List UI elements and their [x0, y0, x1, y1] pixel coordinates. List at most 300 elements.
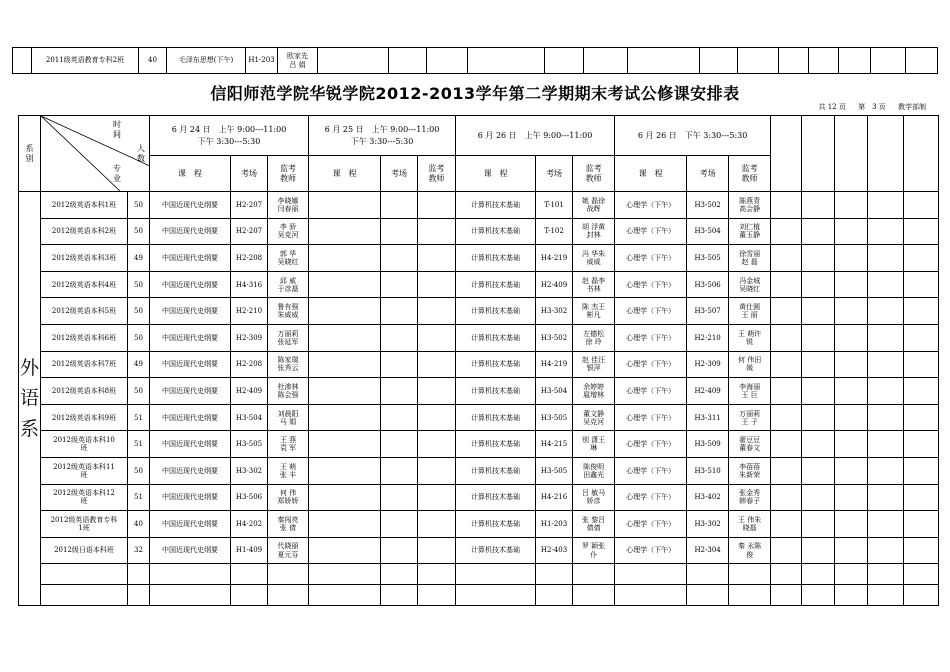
- empty-cell: [687, 564, 729, 585]
- table-row: [19, 511, 939, 538]
- empty-cell: [150, 564, 231, 585]
- course-cell: 中国近现代史纲要: [150, 378, 231, 405]
- empty-cell: [771, 431, 802, 458]
- room-cell: H2-208: [231, 351, 268, 378]
- empty-cell: [615, 564, 687, 585]
- room-cell: H2-409: [536, 271, 573, 298]
- table-row: [19, 378, 939, 405]
- class-name-cell: 2012级英语教育专科 1班: [41, 511, 128, 538]
- empty-cell: [904, 431, 939, 458]
- empty-cell: [309, 298, 381, 325]
- empty-cell: [128, 564, 150, 585]
- table-row: [19, 271, 939, 298]
- empty-cell: [150, 585, 231, 606]
- empty-cell: [868, 457, 904, 484]
- empty-cell: [868, 245, 904, 272]
- empty-cell: [381, 564, 418, 585]
- empty-cell: [802, 245, 835, 272]
- empty-cell: [771, 351, 802, 378]
- empty-cell: [802, 511, 835, 538]
- table-row: [19, 431, 939, 458]
- page-title: 信阳师范学院华锐学院2012-2013学年第二学期期末考试公修课安排表: [210, 84, 740, 103]
- empty-cell: [381, 351, 418, 378]
- empty-cell: [868, 192, 904, 219]
- class-name-cell: 2012级日语本科班: [41, 537, 128, 564]
- proctor-cell: 黄仕圆 王 丽: [729, 298, 771, 325]
- course-header: 课 程: [150, 156, 231, 192]
- proctor-cell: 罗 颖张 仆: [573, 537, 615, 564]
- issuer: 教学部制: [898, 103, 926, 111]
- empty-cell: [868, 585, 904, 606]
- empty-cell: [904, 192, 939, 219]
- room-cell: H3-505: [687, 245, 729, 272]
- table-row: [19, 404, 939, 431]
- proctor-header: 监考 教师: [268, 156, 309, 192]
- room-cell: H3-504: [687, 218, 729, 245]
- empty-cell: [729, 585, 771, 606]
- empty-cell: [771, 585, 802, 606]
- proctor-cell: 陈 杰王 彬凡: [573, 298, 615, 325]
- empty-cell: [802, 484, 835, 511]
- blank-row: [19, 585, 939, 606]
- proctor-header: 监考 教师: [418, 156, 456, 192]
- empty-cell: [536, 585, 573, 606]
- corner-time-label: 时 间: [113, 120, 121, 140]
- student-count-cell: 51: [128, 404, 150, 431]
- room-cell: H2-304: [687, 537, 729, 564]
- room-cell: H3-510: [687, 457, 729, 484]
- room-cell: H2-207: [231, 218, 268, 245]
- student-count-cell: 49: [128, 245, 150, 272]
- room-cell: H1-203: [246, 48, 278, 74]
- room-cell: H4-219: [536, 245, 573, 272]
- empty-cell: [868, 431, 904, 458]
- empty-cell: [309, 484, 381, 511]
- empty-cell: [418, 484, 456, 511]
- empty-cell: [309, 245, 381, 272]
- class-name-cell: 2012级英语本科7班: [41, 351, 128, 378]
- empty-cell: [868, 378, 904, 405]
- empty-cell: [418, 218, 456, 245]
- course-header: 课 程: [456, 156, 536, 192]
- empty-cell: [309, 404, 381, 431]
- proctor-cell: 李晓娜 闫春丽: [268, 192, 309, 219]
- empty-cell: [802, 324, 835, 351]
- schedule-rows: [19, 192, 939, 606]
- empty-cell: [771, 457, 802, 484]
- empty-cell: [418, 404, 456, 431]
- empty-header: [904, 116, 939, 192]
- empty-cell: [906, 48, 938, 74]
- table-row: [19, 218, 939, 245]
- room-cell: H3-505: [536, 457, 573, 484]
- room-cell: H3-502: [536, 324, 573, 351]
- empty-cell: [418, 511, 456, 538]
- empty-cell: [418, 192, 456, 219]
- proctor-cell: 秦 永陈 俊: [729, 537, 771, 564]
- proctor-cell: 邱 威 于彦磊: [268, 271, 309, 298]
- empty-cell: [628, 48, 700, 74]
- proctor-cell: 赵 佳汪 银萍: [573, 351, 615, 378]
- room-cell: H4-316: [231, 271, 268, 298]
- proctor-cell: 冯金城 吴晓红: [729, 271, 771, 298]
- empty-cell: [418, 585, 456, 606]
- room-cell: H3-504: [536, 378, 573, 405]
- course-cell: 中国近现代史纲要: [150, 457, 231, 484]
- proctor-cell: 李 骄 吴克河: [268, 218, 309, 245]
- student-count-cell: 50: [128, 271, 150, 298]
- empty-cell: [835, 192, 868, 219]
- course-cell: 心理学（下午）: [615, 404, 687, 431]
- empty-cell: [835, 564, 868, 585]
- table-row: [19, 245, 939, 272]
- proctor-cell: 王 萌许 锐: [729, 324, 771, 351]
- course-cell: 中国近现代史纲要: [150, 537, 231, 564]
- proctor-cell: 欧家先 吕 娟: [278, 48, 318, 74]
- student-count-cell: 32: [128, 537, 150, 564]
- table-row: [19, 324, 939, 351]
- empty-cell: [231, 585, 268, 606]
- room-cell: T-102: [536, 218, 573, 245]
- course-cell: 计算机技术基础: [456, 192, 536, 219]
- proctor-cell: 鲁有强 朱威威: [268, 298, 309, 325]
- room-cell: H1-409: [231, 537, 268, 564]
- proctor-cell: 王 萌 张 丰: [268, 457, 309, 484]
- empty-cell: [573, 585, 615, 606]
- session-4-header: 6 月 26 日 下午 3:30---5:30: [615, 116, 771, 156]
- empty-cell: [309, 585, 381, 606]
- course-cell: 毛泽东思想(下午): [167, 48, 246, 74]
- room-cell: H3-402: [687, 484, 729, 511]
- proctor-cell: 杜渗林 陈会强: [268, 378, 309, 405]
- empty-cell: [418, 378, 456, 405]
- empty-cell: [868, 271, 904, 298]
- empty-cell: [309, 511, 381, 538]
- room-cell: H2-210: [687, 324, 729, 351]
- proctor-cell: 陈家瑞 张秀云: [268, 351, 309, 378]
- empty-cell: [418, 245, 456, 272]
- empty-cell: [868, 511, 904, 538]
- empty-cell: [418, 431, 456, 458]
- empty-cell: [309, 192, 381, 219]
- diagonal-corner-header: [41, 116, 150, 192]
- dept-header: 系 别: [19, 116, 41, 192]
- room-cell: H3-505: [536, 404, 573, 431]
- empty-cell: [802, 431, 835, 458]
- empty-cell: [904, 484, 939, 511]
- empty-cell: [835, 351, 868, 378]
- course-cell: 心理学（下午）: [615, 245, 687, 272]
- room-cell: H1-203: [536, 511, 573, 538]
- empty-cell: [771, 511, 802, 538]
- proctor-cell: 冯 华朱 威威: [573, 245, 615, 272]
- proctor-cell: 万丽莉 王 子: [729, 404, 771, 431]
- empty-cell: [309, 218, 381, 245]
- empty-cell: [381, 484, 418, 511]
- empty-cell: [868, 404, 904, 431]
- previous-page-last-row: [12, 47, 938, 74]
- empty-cell: [584, 48, 628, 74]
- course-cell: 中国近现代史纲要: [150, 351, 231, 378]
- empty-cell: [389, 48, 427, 74]
- course-cell: 心理学（下午）: [615, 192, 687, 219]
- empty-cell: [381, 378, 418, 405]
- blank-row: [19, 564, 939, 585]
- empty-cell: [868, 351, 904, 378]
- course-header: 课 程: [309, 156, 381, 192]
- empty-cell: [868, 484, 904, 511]
- empty-cell: [802, 404, 835, 431]
- empty-cell: [904, 511, 939, 538]
- empty-cell: [802, 585, 835, 606]
- empty-cell: [771, 192, 802, 219]
- proctor-cell: 李蓓蓓 朱新荣: [729, 457, 771, 484]
- empty-cell: [904, 457, 939, 484]
- session-2-header: 6 月 25 日 上午 9:00---11:00 下午 3:30---5:30: [309, 116, 456, 156]
- course-cell: 计算机技术基础: [456, 218, 536, 245]
- empty-cell: [381, 511, 418, 538]
- empty-cell: [904, 585, 939, 606]
- empty-cell: [418, 324, 456, 351]
- empty-cell: [771, 378, 802, 405]
- page-number: 第 3 页: [858, 103, 886, 111]
- empty-cell: [904, 537, 939, 564]
- room-cell: H4-215: [536, 431, 573, 458]
- page-info: [808, 102, 926, 112]
- student-count-cell: 49: [128, 351, 150, 378]
- session-3-header: 6 月 26 日 上午 9:00---11:00: [456, 116, 615, 156]
- proctor-cell: 何 伟田 媛: [729, 351, 771, 378]
- course-cell: 计算机技术基础: [456, 351, 536, 378]
- empty-cell: [904, 298, 939, 325]
- empty-cell: [835, 324, 868, 351]
- empty-cell: [835, 298, 868, 325]
- empty-cell: [41, 585, 128, 606]
- empty-cell: [904, 404, 939, 431]
- empty-cell: [418, 457, 456, 484]
- empty-cell: [868, 298, 904, 325]
- empty-cell: [418, 351, 456, 378]
- proctor-cell: 余婷婷 扈增林: [573, 378, 615, 405]
- course-cell: 心理学（下午）: [615, 324, 687, 351]
- empty-cell: [904, 351, 939, 378]
- corner-diagonals: [41, 116, 150, 192]
- empty-cell: [839, 48, 871, 74]
- total-pages: 共 12 页: [818, 103, 846, 111]
- empty-cell: [427, 48, 468, 74]
- empty-cell: [771, 218, 802, 245]
- empty-cell: [309, 431, 381, 458]
- empty-cell: [381, 271, 418, 298]
- empty-cell: [381, 218, 418, 245]
- course-cell: 中国近现代史纲要: [150, 218, 231, 245]
- course-cell: 中国近现代史纲要: [150, 484, 231, 511]
- empty-cell: [868, 564, 904, 585]
- student-count-cell: 50: [128, 324, 150, 351]
- empty-cell: [835, 457, 868, 484]
- empty-cell: [687, 585, 729, 606]
- empty-cell: [309, 537, 381, 564]
- room-cell: H2-210: [231, 298, 268, 325]
- class-name-cell: 2012级英语本科6班: [41, 324, 128, 351]
- empty-cell: [802, 351, 835, 378]
- student-count-cell: 51: [128, 431, 150, 458]
- empty-cell: [771, 537, 802, 564]
- proctor-cell: 刘晨阳 马 娟: [268, 404, 309, 431]
- empty-cell: [381, 245, 418, 272]
- empty-cell: [835, 537, 868, 564]
- student-count-cell: 50: [128, 218, 150, 245]
- proctor-cell: 姚 磊徐 战辉: [573, 192, 615, 219]
- empty-cell: [468, 48, 545, 74]
- empty-cell: [309, 351, 381, 378]
- proctor-cell: 李海丽 王 巨: [729, 378, 771, 405]
- table-row: [19, 298, 939, 325]
- proctor-cell: 王 伟朱 晓磊: [729, 511, 771, 538]
- empty-cell: [904, 245, 939, 272]
- room-header: 考场: [687, 156, 729, 192]
- course-cell: 心理学（下午）: [615, 271, 687, 298]
- proctor-cell: 秦闯亮 张 倩: [268, 511, 309, 538]
- student-count-cell: 40: [128, 511, 150, 538]
- empty-cell: [729, 564, 771, 585]
- room-cell: T-101: [536, 192, 573, 219]
- student-count-cell: 50: [128, 378, 150, 405]
- proctor-cell: 王 燕 袁 军: [268, 431, 309, 458]
- empty-cell: [771, 404, 802, 431]
- empty-cell: [802, 378, 835, 405]
- proctor-cell: 刘仁植 董玉静: [729, 218, 771, 245]
- empty-cell: [381, 431, 418, 458]
- empty-cell: [309, 271, 381, 298]
- room-cell: H3-302: [536, 298, 573, 325]
- empty-cell: [868, 218, 904, 245]
- course-cell: 中国近现代史纲要: [150, 298, 231, 325]
- class-name-cell: 2012级英语本科5班: [41, 298, 128, 325]
- empty-cell: [309, 564, 381, 585]
- empty-cell: [41, 564, 128, 585]
- empty-cell: [545, 48, 584, 74]
- empty-cell: [802, 537, 835, 564]
- empty-cell: [381, 404, 418, 431]
- room-cell: H2-403: [536, 537, 573, 564]
- course-cell: 中国近现代史纲要: [150, 271, 231, 298]
- empty-cell: [904, 564, 939, 585]
- course-cell: 中国近现代史纲要: [150, 245, 231, 272]
- class-name-cell: 2011级英语教育专科2班: [32, 48, 139, 74]
- course-cell: 中国近现代史纲要: [150, 511, 231, 538]
- empty-cell: [309, 457, 381, 484]
- proctor-cell: 吕 敏马 娇彦: [573, 484, 615, 511]
- room-cell: H3-504: [231, 404, 268, 431]
- proctor-cell: 张金秀 韩春子: [729, 484, 771, 511]
- empty-cell: [381, 324, 418, 351]
- room-cell: H3-506: [687, 271, 729, 298]
- course-cell: 计算机技术基础: [456, 245, 536, 272]
- class-name-cell: 2012级英语本科10 班: [41, 431, 128, 458]
- course-cell: 中国近现代史纲要: [150, 324, 231, 351]
- class-name-cell: 2012级英语本科3班: [41, 245, 128, 272]
- room-header: 考场: [536, 156, 573, 192]
- room-cell: H2-309: [231, 324, 268, 351]
- course-cell: 计算机技术基础: [456, 457, 536, 484]
- corner-major-label: 专 业: [113, 164, 121, 184]
- course-cell: 心理学（下午）: [615, 511, 687, 538]
- count-cell: 40: [139, 48, 167, 74]
- student-count-cell: 51: [128, 484, 150, 511]
- empty-cell: [418, 298, 456, 325]
- empty-cell: [835, 585, 868, 606]
- proctor-cell: 董文静 吴克河: [573, 404, 615, 431]
- course-cell: 心理学（下午）: [615, 298, 687, 325]
- course-cell: 计算机技术基础: [456, 537, 536, 564]
- empty-cell: [268, 564, 309, 585]
- proctor-cell: 张 黎吕 倩倩: [573, 511, 615, 538]
- course-cell: 计算机技术基础: [456, 298, 536, 325]
- proctor-cell: 左德松 徐 玲: [573, 324, 615, 351]
- class-name-cell: 2012级英语本科12 班: [41, 484, 128, 511]
- room-header: 考场: [231, 156, 268, 192]
- course-cell: 计算机技术基础: [456, 511, 536, 538]
- course-cell: 计算机技术基础: [456, 271, 536, 298]
- empty-cell: [771, 271, 802, 298]
- empty-cell: [871, 48, 906, 74]
- course-cell: 中国近现代史纲要: [150, 431, 231, 458]
- student-count-cell: 50: [128, 298, 150, 325]
- empty-cell: [536, 564, 573, 585]
- empty-cell: [835, 484, 868, 511]
- empty-cell: [456, 585, 536, 606]
- proctor-cell: 徐雪丽 赵 磊: [729, 245, 771, 272]
- proctor-header: 监考 教师: [573, 156, 615, 192]
- course-cell: 计算机技术基础: [456, 431, 536, 458]
- proctor-cell: 陈俊明 田鑫光: [573, 457, 615, 484]
- empty-cell: [418, 564, 456, 585]
- empty-header: [835, 116, 868, 192]
- course-cell: 计算机技术基础: [456, 484, 536, 511]
- empty-cell: [381, 298, 418, 325]
- empty-cell: [835, 378, 868, 405]
- empty-cell: [771, 324, 802, 351]
- table-row: [19, 192, 939, 219]
- empty-cell: [779, 48, 809, 74]
- empty-cell: [738, 48, 779, 74]
- empty-header: [868, 116, 904, 192]
- room-cell: H4-219: [536, 351, 573, 378]
- proctor-cell: 赵 磊李 书林: [573, 271, 615, 298]
- empty-cell: [268, 585, 309, 606]
- empty-cell: [802, 457, 835, 484]
- empty-cell: [904, 378, 939, 405]
- empty-cell: [904, 271, 939, 298]
- empty-cell: [802, 298, 835, 325]
- empty-cell: [835, 218, 868, 245]
- empty-cell: [802, 564, 835, 585]
- empty-cell: [809, 48, 839, 74]
- proctor-cell: 翟豆豆 董春文: [729, 431, 771, 458]
- empty-cell: [802, 218, 835, 245]
- table-row: [19, 484, 939, 511]
- table-row: [19, 457, 939, 484]
- empty-cell: [418, 537, 456, 564]
- room-cell: H3-302: [687, 511, 729, 538]
- class-name-cell: 2012级英语本科8班: [41, 378, 128, 405]
- room-cell: H3-505: [231, 431, 268, 458]
- proctor-cell: 代晓丽 夏元芬: [268, 537, 309, 564]
- course-cell: 计算机技术基础: [456, 324, 536, 351]
- empty-cell: [318, 48, 389, 74]
- proctor-cell: 郭 华 吴晓红: [268, 245, 309, 272]
